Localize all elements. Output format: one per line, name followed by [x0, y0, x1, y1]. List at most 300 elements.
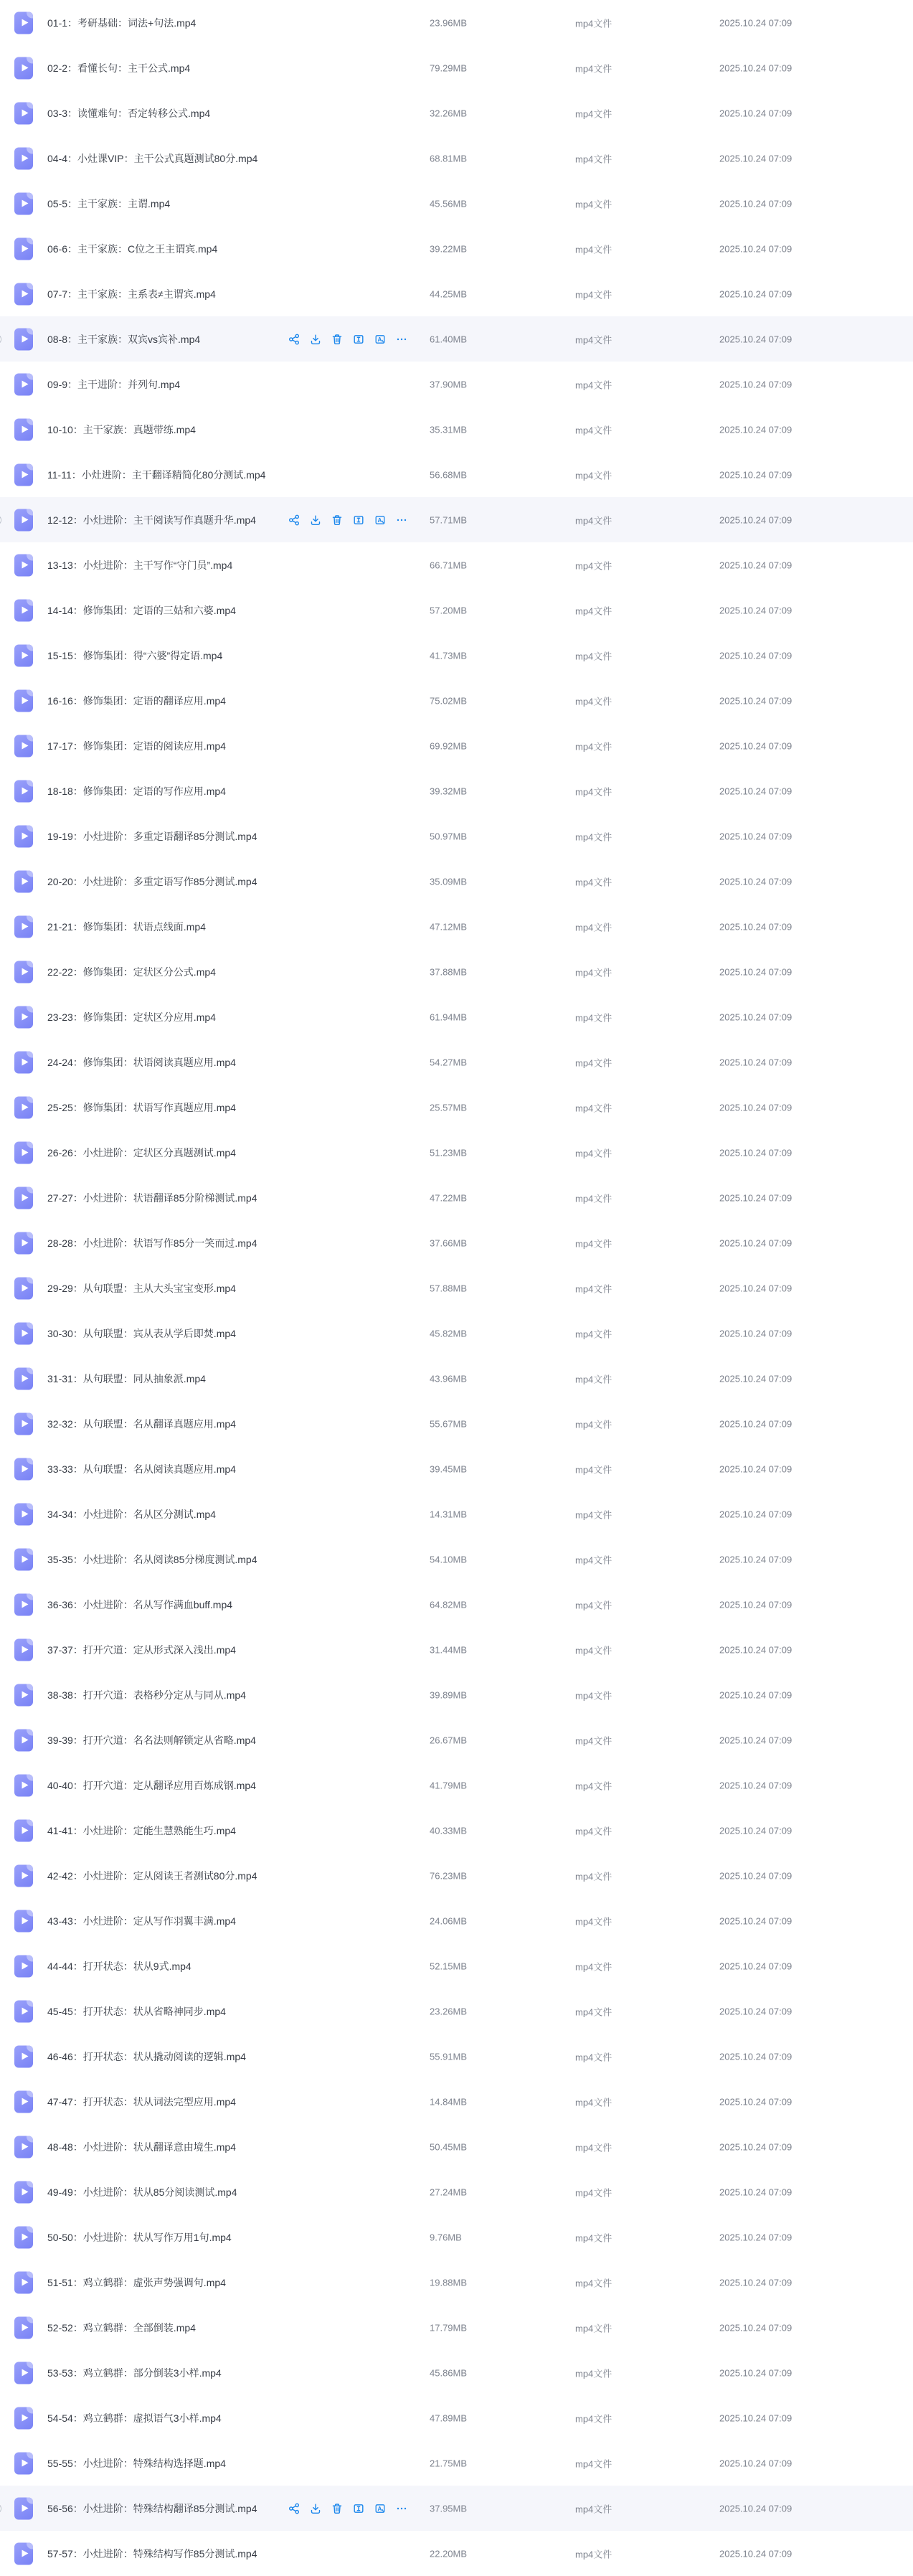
table-row[interactable]: [0, 136, 913, 181]
play-triangle-icon: [22, 291, 28, 298]
file-type: mp4文件: [575, 2142, 612, 2153]
table-row[interactable]: [0, 1175, 913, 1220]
table-row[interactable]: [0, 2034, 913, 2079]
file-name[interactable]: 54-54：鸡立鹤群：虚拟语气3小样.mp4: [47, 2412, 222, 2424]
file-size: 40.33MB: [430, 1825, 468, 1836]
file-modified-date: 2025.10.24 07:09: [719, 1825, 793, 1836]
file-name[interactable]: 35-35：小灶进阶：名从阅读85分梯度测试.mp4: [47, 1553, 257, 1565]
translate-button[interactable]: [374, 334, 386, 345]
file-name[interactable]: 41-41：小灶进阶：定能生慧熟能生巧.mp4: [47, 1824, 236, 1836]
file-modified-date: 2025.10.24 07:09: [719, 1011, 793, 1022]
file-type: mp4文件: [575, 2504, 612, 2514]
folded-corner: [27, 1051, 33, 1057]
file-modified-date: 2025.10.24 07:09: [719, 605, 793, 615]
file-type: mp4文件: [575, 2052, 612, 2062]
file-name[interactable]: 29-29：从句联盟：主从大头宝宝变形.mp4: [47, 1282, 236, 1294]
download-button[interactable]: [310, 514, 321, 526]
file-type: mp4文件: [575, 560, 612, 571]
table-row[interactable]: [0, 813, 913, 859]
download-icon: [310, 514, 321, 526]
table-row[interactable]: [0, 497, 913, 542]
file-name[interactable]: 55-55：小灶进阶：特殊结构选择题.mp4: [47, 2457, 226, 2469]
table-row[interactable]: [0, 1808, 913, 1853]
file-type: mp4文件: [575, 1329, 612, 1339]
video-file-icon: [14, 644, 33, 666]
table-row[interactable]: [0, 2214, 913, 2260]
file-type: mp4文件: [575, 741, 612, 752]
file-size: 57.88MB: [430, 1283, 468, 1293]
file-modified-date: 2025.10.24 07:09: [719, 2322, 793, 2333]
file-size: 57.20MB: [430, 605, 468, 615]
file-name[interactable]: 22-22：修饰集团：定状区分公式.mp4: [47, 966, 216, 978]
folded-corner: [27, 1684, 33, 1690]
file-modified-date: 2025.10.24 07:09: [719, 831, 793, 841]
file-name[interactable]: 53-53：鸡立鹤群：部分倒装3小样.mp4: [47, 2367, 222, 2379]
folded-corner: [27, 961, 33, 967]
file-name[interactable]: 32-32：从句联盟：名从翻译真题应用.mp4: [47, 1417, 236, 1430]
file-modified-date: 2025.10.24 07:09: [719, 966, 793, 977]
file-modified-date: 2025.10.24 07:09: [719, 1418, 793, 1429]
file-type: mp4文件: [575, 2413, 612, 2424]
table-row[interactable]: [0, 723, 913, 768]
play-triangle-icon: [22, 742, 28, 750]
file-name[interactable]: 28-28：小灶进阶：状语写作85分一笑而过.mp4: [47, 1237, 257, 1249]
video-file-icon: [14, 2000, 33, 2022]
table-row[interactable]: [0, 994, 913, 1039]
row-actions: [288, 2503, 407, 2514]
file-modified-date: 2025.10.24 07:09: [719, 2232, 793, 2242]
file-type: mp4文件: [575, 1735, 612, 1746]
file-modified-date: 2025.10.24 07:09: [719, 1463, 793, 1474]
file-name[interactable]: 12-12：小灶进阶：主干阅读写作真题升华.mp4: [47, 514, 256, 526]
folded-corner: [27, 1819, 33, 1826]
more-actions-button[interactable]: [396, 514, 407, 526]
file-name[interactable]: 42-42：小灶进阶：定从阅读王者测试80分.mp4: [47, 1869, 257, 1882]
file-name[interactable]: 40-40：打开穴道：定从翻译应用百炼成钢.mp4: [47, 1779, 256, 1791]
video-file-icon: [14, 11, 33, 34]
file-name[interactable]: 47-47：打开状态：状从词法完型应用.mp4: [47, 2095, 236, 2108]
file-type: mp4文件: [575, 1690, 612, 1701]
video-file-icon: [14, 102, 33, 124]
video-file-icon: [14, 599, 33, 621]
more-actions-button[interactable]: [396, 334, 407, 345]
share-button[interactable]: [288, 334, 300, 345]
file-type: mp4文件: [575, 605, 612, 616]
rename-button[interactable]: [353, 514, 364, 526]
file-name[interactable]: 26-26：小灶进阶：定状区分真题测试.mp4: [47, 1146, 236, 1159]
translate-icon: [374, 514, 386, 526]
video-file-icon: [14, 554, 33, 576]
folded-corner: [27, 2497, 33, 2504]
file-name[interactable]: 20-20：小灶进阶：多重定语写作85分测试.mp4: [47, 875, 257, 887]
file-size: 55.91MB: [430, 2051, 468, 2062]
table-row[interactable]: [0, 633, 913, 678]
table-row[interactable]: [0, 407, 913, 452]
video-file-icon: [14, 57, 33, 79]
file-name[interactable]: 05-5：主干家族：主谓.mp4: [47, 197, 171, 209]
row-checkbox[interactable]: [0, 514, 1, 525]
file-size: 39.89MB: [430, 1689, 468, 1700]
folded-corner: [27, 1910, 33, 1916]
file-modified-date: 2025.10.24 07:09: [719, 2548, 793, 2559]
video-file-icon: [14, 1096, 33, 1118]
file-name[interactable]: 15-15：修饰集团：得“六婆”得定语.mp4: [47, 649, 223, 661]
table-row[interactable]: [0, 2124, 913, 2169]
file-name[interactable]: 44-44：打开状态：状从9式.mp4: [47, 1960, 191, 1972]
table-row[interactable]: [0, 1672, 913, 1717]
file-modified-date: 2025.10.24 07:09: [719, 1915, 793, 1926]
share-button[interactable]: [288, 2503, 300, 2514]
file-modified-date: 2025.10.24 07:09: [719, 876, 793, 887]
file-name[interactable]: 38-38：打开穴道：表格秒分定从与同从.mp4: [47, 1689, 246, 1701]
table-row[interactable]: [0, 2079, 913, 2124]
folded-corner: [27, 1186, 33, 1193]
table-row[interactable]: [0, 1537, 913, 1582]
play-triangle-icon: [22, 200, 28, 207]
file-name[interactable]: 25-25：修饰集团：状语写作真题应用.mp4: [47, 1101, 236, 1113]
file-type: mp4文件: [575, 1374, 612, 1384]
file-name[interactable]: 08-8：主干家族：双宾vs宾补.mp4: [47, 333, 201, 345]
folded-corner: [27, 2362, 33, 2368]
file-modified-date: 2025.10.24 07:09: [719, 153, 793, 164]
file-type: mp4文件: [575, 2323, 612, 2334]
folded-corner: [27, 2136, 33, 2142]
play-triangle-icon: [22, 1420, 28, 1428]
file-size: 51.23MB: [430, 1147, 468, 1158]
file-name[interactable]: 24-24：修饰集团：状语阅读真题应用.mp4: [47, 1056, 236, 1068]
table-row[interactable]: [0, 588, 913, 633]
folded-corner: [27, 2452, 33, 2458]
file-size: 37.88MB: [430, 966, 468, 977]
play-triangle-icon: [22, 2415, 28, 2422]
table-row[interactable]: [0, 1988, 913, 2034]
file-name[interactable]: 09-9：主干进阶：并列句.mp4: [47, 378, 181, 390]
video-file-icon: [14, 2090, 33, 2113]
folded-corner: [27, 102, 33, 108]
video-file-icon: [14, 1277, 33, 1299]
play-triangle-icon: [22, 607, 28, 614]
row-actions: [288, 514, 407, 526]
file-modified-date: 2025.10.24 07:09: [719, 1057, 793, 1067]
file-name[interactable]: 50-50：小灶进阶：状从写作万用1句.mp4: [47, 2231, 232, 2243]
file-size: 37.95MB: [430, 2503, 468, 2514]
video-file-icon: [14, 2181, 33, 2203]
table-row[interactable]: [0, 1311, 913, 1356]
play-triangle-icon: [22, 155, 28, 162]
table-row[interactable]: [0, 2305, 913, 2350]
table-row[interactable]: [0, 678, 913, 723]
file-name[interactable]: 23-23：修饰集团：定状区分应用.mp4: [47, 1011, 216, 1023]
file-type: mp4文件: [575, 1012, 612, 1023]
table-row[interactable]: [0, 1446, 913, 1491]
file-name[interactable]: 48-48：小灶进阶：状从翻译意由境生.mp4: [47, 2141, 236, 2153]
file-name[interactable]: 16-16：修饰集团：定语的翻译应用.mp4: [47, 694, 226, 707]
file-type: mp4文件: [575, 877, 612, 887]
play-triangle-icon: [22, 1692, 28, 1699]
file-modified-date: 2025.10.24 07:09: [719, 1644, 793, 1655]
play-triangle-icon: [22, 878, 28, 885]
file-name[interactable]: 45-45：打开状态：状从省略神同步.mp4: [47, 2005, 226, 2017]
download-icon: [310, 2503, 321, 2514]
table-row[interactable]: [0, 1039, 913, 1085]
delete-button[interactable]: [331, 334, 343, 345]
table-row[interactable]: [0, 2440, 913, 2486]
play-triangle-icon: [22, 1963, 28, 1970]
play-triangle-icon: [22, 110, 28, 117]
file-type: mp4文件: [575, 651, 612, 661]
video-file-icon: [14, 373, 33, 395]
file-name[interactable]: 14-14：修饰集团：定语的三姑和六婆.mp4: [47, 604, 236, 616]
file-name[interactable]: 19-19：小灶进阶：多重定语翻译85分测试.mp4: [47, 830, 257, 842]
file-size: 54.10MB: [430, 1554, 468, 1565]
file-size: 79.29MB: [430, 62, 468, 73]
rename-icon: [353, 2503, 364, 2514]
table-row[interactable]: [0, 1853, 913, 1898]
video-file-icon: [14, 1412, 33, 1435]
file-size: 50.97MB: [430, 831, 468, 841]
delete-button[interactable]: [331, 514, 343, 526]
video-file-icon: [14, 735, 33, 757]
video-file-icon: [14, 1593, 33, 1615]
translate-button[interactable]: [374, 514, 386, 526]
folded-corner: [27, 644, 33, 651]
video-file-icon: [14, 509, 33, 531]
file-size: 64.82MB: [430, 1599, 468, 1610]
folded-corner: [27, 1774, 33, 1780]
file-name[interactable]: 11-11：小灶进阶：主干翻译精简化80分测试.mp4: [47, 468, 266, 481]
table-row[interactable]: [0, 362, 913, 407]
folded-corner: [27, 373, 33, 379]
table-row[interactable]: [0, 859, 913, 904]
table-row[interactable]: [0, 1627, 913, 1672]
play-triangle-icon: [22, 19, 28, 27]
play-triangle-icon: [22, 833, 28, 840]
play-triangle-icon: [22, 1511, 28, 1518]
folded-corner: [27, 1955, 33, 1961]
video-file-icon: [14, 283, 33, 305]
file-modified-date: 2025.10.24 07:09: [719, 1554, 793, 1565]
more-actions-button[interactable]: [396, 2503, 407, 2514]
rename-icon: [353, 334, 364, 345]
file-name[interactable]: 06-6：主干家族：C位之王主谓宾.mp4: [47, 242, 218, 255]
video-file-icon: [14, 1638, 33, 1661]
file-modified-date: 2025.10.24 07:09: [719, 1237, 793, 1248]
file-name[interactable]: 37-37：打开穴道：定从形式深入浅出.mp4: [47, 1643, 236, 1656]
video-file-icon: [14, 915, 33, 938]
play-triangle-icon: [22, 1285, 28, 1292]
play-triangle-icon: [22, 65, 28, 72]
table-row[interactable]: [0, 1085, 913, 1130]
file-type: mp4文件: [575, 696, 612, 707]
file-size: 22.20MB: [430, 2548, 468, 2559]
file-name[interactable]: 33-33：从句联盟：名从阅读真题应用.mp4: [47, 1463, 236, 1475]
table-row[interactable]: [0, 1220, 913, 1265]
file-type: mp4文件: [575, 334, 612, 345]
file-name[interactable]: 56-56：小灶进阶：特殊结构翻译85分测试.mp4: [47, 2502, 257, 2514]
folded-corner: [27, 509, 33, 515]
file-modified-date: 2025.10.24 07:09: [719, 1735, 793, 1745]
file-size: 50.45MB: [430, 2141, 468, 2152]
file-type: mp4文件: [575, 967, 612, 978]
file-name[interactable]: 52-52：鸡立鹤群：全部倒装.mp4: [47, 2321, 196, 2334]
file-name[interactable]: 51-51：鸡立鹤群：虚张声势强调句.mp4: [47, 2276, 226, 2288]
video-file-icon: [14, 1186, 33, 1209]
trash-icon: [331, 334, 343, 345]
folded-corner: [27, 2542, 33, 2549]
play-triangle-icon: [22, 2324, 28, 2331]
file-name[interactable]: 13-13：小灶进阶：主干写作“守门员”.mp4: [47, 559, 233, 571]
play-triangle-icon: [22, 1014, 28, 1021]
play-triangle-icon: [22, 2369, 28, 2377]
file-modified-date: 2025.10.24 07:09: [719, 469, 793, 480]
video-file-icon: [14, 1006, 33, 1028]
table-row[interactable]: [0, 1401, 913, 1446]
file-name[interactable]: 57-57：小灶进阶：特殊结构写作85分测试.mp4: [47, 2547, 257, 2560]
row-checkbox[interactable]: [0, 334, 1, 344]
file-type: mp4文件: [575, 2368, 612, 2379]
table-row[interactable]: [0, 1491, 913, 1537]
folded-corner: [27, 11, 33, 18]
file-type: mp4文件: [575, 2232, 612, 2243]
table-row[interactable]: [0, 2169, 913, 2214]
rename-icon: [353, 514, 364, 526]
video-file-icon: [14, 1910, 33, 1932]
video-file-icon: [14, 870, 33, 892]
table-row[interactable]: [0, 452, 913, 497]
file-size: 9.76MB: [430, 2232, 462, 2242]
file-name[interactable]: 10-10：主干家族：真题带练.mp4: [47, 423, 196, 435]
table-row[interactable]: [0, 45, 913, 90]
folded-corner: [27, 780, 33, 786]
video-file-icon: [14, 2316, 33, 2339]
table-row[interactable]: [0, 1943, 913, 1988]
file-name[interactable]: 31-31：从句联盟：同从抽象派.mp4: [47, 1372, 206, 1384]
delete-button[interactable]: [331, 2503, 343, 2514]
file-name[interactable]: 07-7：主干家族：主系表≠主谓宾.mp4: [47, 288, 216, 300]
file-size: 52.15MB: [430, 1961, 468, 1971]
file-modified-date: 2025.10.24 07:09: [719, 2458, 793, 2468]
video-file-icon: [14, 1819, 33, 1841]
file-name[interactable]: 18-18：修饰集团：定语的写作应用.mp4: [47, 785, 226, 797]
table-row[interactable]: [0, 768, 913, 813]
table-row[interactable]: [0, 1582, 913, 1627]
file-name[interactable]: 21-21：修饰集团：状语点线面.mp4: [47, 920, 206, 933]
file-name[interactable]: 34-34：小灶进阶：名从区分测试.mp4: [47, 1508, 216, 1520]
video-file-icon: [14, 2362, 33, 2384]
table-row[interactable]: [0, 904, 913, 949]
file-name[interactable]: 03-3：读懂难句：否定转移公式.mp4: [47, 107, 211, 119]
play-triangle-icon: [22, 968, 28, 976]
table-row[interactable]: [0, 226, 913, 271]
file-size: 26.67MB: [430, 1735, 468, 1745]
play-triangle-icon: [22, 1149, 28, 1156]
table-row[interactable]: [0, 2350, 913, 2395]
file-size: 35.09MB: [430, 876, 468, 887]
download-button[interactable]: [310, 2503, 321, 2514]
video-file-icon: [14, 825, 33, 847]
file-type: mp4文件: [575, 154, 612, 164]
table-row[interactable]: [0, 2260, 913, 2305]
table-row[interactable]: [0, 1130, 913, 1175]
play-triangle-icon: [22, 562, 28, 569]
video-file-icon: [14, 2407, 33, 2429]
svg-text:A: A: [377, 336, 382, 343]
file-name[interactable]: 36-36：小灶进阶：名从写作满血buff.mp4: [47, 1598, 233, 1610]
table-row[interactable]: [0, 1265, 913, 1311]
file-name[interactable]: 04-4：小灶课VIP：主干公式真题测试80分.mp4: [47, 152, 258, 164]
file-name[interactable]: 43-43：小灶进阶：定从写作羽翼丰满.mp4: [47, 1915, 236, 1927]
video-file-icon: [14, 2045, 33, 2067]
download-button[interactable]: [310, 334, 321, 345]
table-row[interactable]: [0, 542, 913, 588]
file-size: 76.23MB: [430, 1870, 468, 1881]
table-row[interactable]: [0, 1898, 913, 1943]
table-row[interactable]: [0, 2395, 913, 2440]
rename-button[interactable]: [353, 2503, 364, 2514]
rename-button[interactable]: [353, 334, 364, 345]
file-name[interactable]: 49-49：小灶进阶：状从85分阅读测试.mp4: [47, 2186, 237, 2198]
folded-corner: [27, 57, 33, 63]
share-button[interactable]: [288, 514, 300, 526]
row-checkbox[interactable]: [0, 2503, 1, 2514]
play-triangle-icon: [22, 426, 28, 433]
file-modified-date: 2025.10.24 07:09: [719, 740, 793, 751]
play-triangle-icon: [22, 1872, 28, 1879]
file-name[interactable]: 30-30：从句联盟：宾从表从学后即焚.mp4: [47, 1327, 236, 1339]
video-file-icon: [14, 2136, 33, 2158]
file-type: mp4文件: [575, 199, 612, 209]
file-type: mp4文件: [575, 1193, 612, 1204]
file-modified-date: 2025.10.24 07:09: [719, 2186, 793, 2197]
more-icon: [396, 334, 407, 345]
table-row[interactable]: [0, 181, 913, 226]
file-type: mp4文件: [575, 2458, 612, 2469]
table-row[interactable]: [0, 271, 913, 316]
file-name[interactable]: 01-1：考研基础：词法+句法.mp4: [47, 16, 197, 29]
video-file-icon: [14, 1322, 33, 1344]
table-row[interactable]: [0, 1763, 913, 1808]
table-row[interactable]: [0, 2486, 913, 2531]
file-name[interactable]: 17-17：修饰集团：定语的阅读应用.mp4: [47, 740, 226, 752]
file-modified-date: 2025.10.24 07:09: [719, 2141, 793, 2152]
folded-corner: [27, 825, 33, 831]
table-row[interactable]: [0, 90, 913, 136]
file-name[interactable]: 46-46：打开状态：状从撬动阅读的逻辑.mp4: [47, 2050, 246, 2062]
file-type: mp4文件: [575, 2006, 612, 2017]
video-file-icon: [14, 192, 33, 214]
play-triangle-icon: [22, 1782, 28, 1789]
row-actions: [288, 334, 407, 345]
file-name[interactable]: 02-2：看懂长句：主干公式.mp4: [47, 62, 191, 74]
file-size: 32.26MB: [430, 108, 468, 118]
table-row[interactable]: [0, 1717, 913, 1763]
file-name[interactable]: 39-39：打开穴道：名名法则解锁定从省略.mp4: [47, 1734, 256, 1746]
folded-corner: [27, 2045, 33, 2052]
video-file-icon: [14, 2452, 33, 2474]
table-row[interactable]: [0, 1356, 913, 1401]
table-row[interactable]: [0, 949, 913, 994]
table-row[interactable]: [0, 2531, 913, 2576]
file-name[interactable]: 27-27：小灶进阶：状语翻译85分阶梯测试.mp4: [47, 1192, 257, 1204]
table-row[interactable]: [0, 0, 913, 45]
file-size: 35.31MB: [430, 424, 468, 435]
folded-corner: [27, 1096, 33, 1103]
more-icon: [396, 514, 407, 526]
file-modified-date: 2025.10.24 07:09: [719, 334, 793, 344]
table-row[interactable]: [0, 316, 913, 362]
file-modified-date: 2025.10.24 07:09: [719, 1961, 793, 1971]
translate-button[interactable]: [374, 2503, 386, 2514]
